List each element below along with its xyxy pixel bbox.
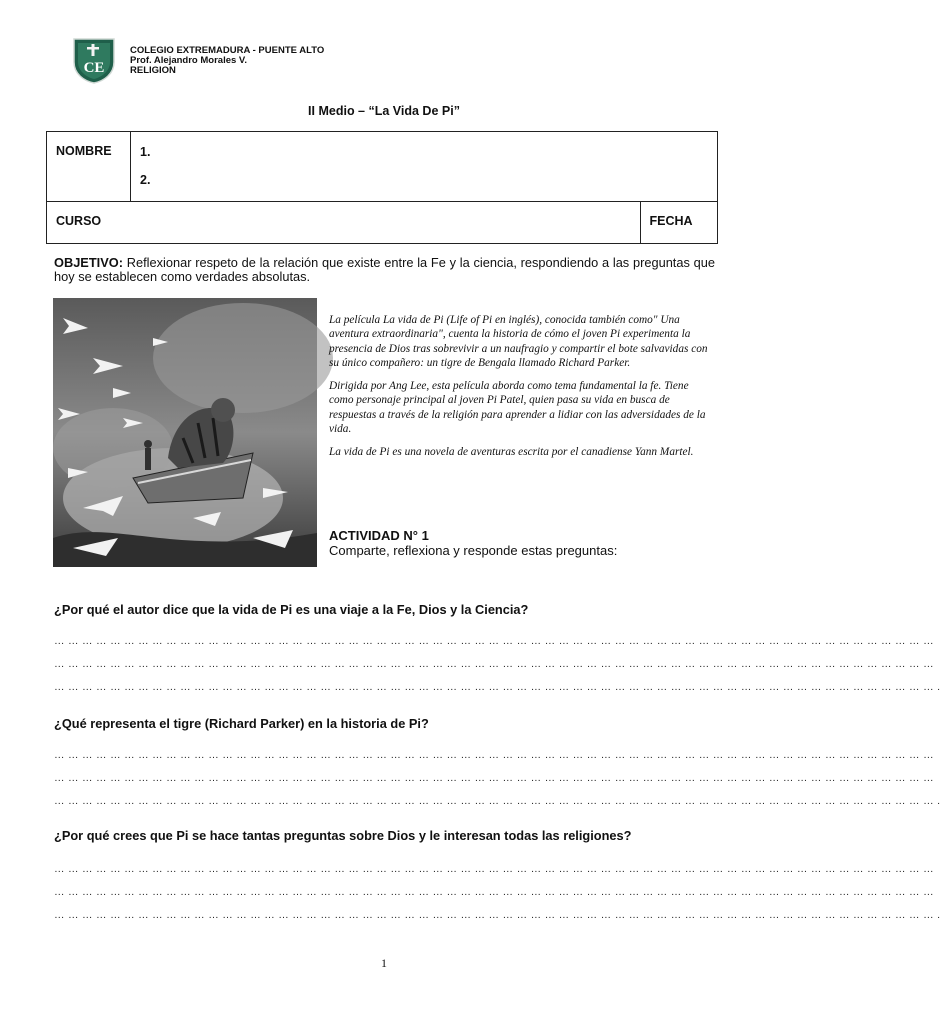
- name-field[interactable]: [131, 132, 718, 202]
- answer-line[interactable]: … … … … … … … … … … … … … … … … … … … … … … … … … … … … … … … … … … … … … … … … … … … … … … … … … … … … … … … … … … … … … … …: [54, 635, 934, 647]
- answer-line[interactable]: … … … … … … … … … … … … … … … … … … … … … … … … … … … … … … … … … … … … … … … … … … … … … … … … … … … … … … … … … … … … … … …: [54, 658, 934, 670]
- answer-line[interactable]: … … … … … … … … … … … … … … … … … … … … … … … … … … … … … … … … … … … … … … … … … … … … … … … … … … … … … … … … … … … … … … …: [54, 772, 934, 784]
- subject-name: RELIGION: [130, 65, 176, 76]
- question-3: ¿Por qué crees que Pi se hace tantas preguntas sobre Dios y le interesan todas las religiones?: [54, 828, 632, 843]
- name-label-cell: [47, 132, 131, 202]
- objective-text: Reflexionar respeto de la relación que existe entre la Fe y la ciencia, respondiendo a las preguntas que hoy se establecen como verdades absolutas.: [54, 255, 715, 284]
- name-label: NOMBRE: [56, 144, 112, 158]
- student-info-table: [46, 131, 718, 244]
- school-header: [130, 46, 324, 76]
- description-paragraph-3: La vida de Pi es una novela de aventuras escrita por el canadiense Yann Martel.: [329, 446, 694, 459]
- student-line-1: 1.: [140, 145, 151, 159]
- answer-line[interactable]: … … … … … … … … … … … … … … … … … … … … … … … … … … … … … … … … … … … … … … … … … … … … … … … … … … … … … … … … … … … … … … …: [54, 749, 934, 761]
- answer-line[interactable]: … … … … … … … … … … … … … … … … … … … … … … … … … … … … … … … … … … … … … … … … … … … … … … … … … … … … … … … … … … … … … … … .: [54, 909, 940, 921]
- course-label: CURSO: [56, 214, 102, 228]
- movie-description: [329, 313, 715, 469]
- answer-line[interactable]: … … … … … … … … … … … … … … … … … … … … … … … … … … … … … … … … … … … … … … … … … … … … … … … … … … … … … … … … … … … … … … … .: [54, 681, 940, 693]
- date-label: FECHA: [649, 214, 693, 228]
- logo-text: CE: [83, 60, 105, 76]
- answer-line[interactable]: … … … … … … … … … … … … … … … … … … … … … … … … … … … … … … … … … … … … … … … … … … … … … … … … … … … … … … … … … … … … … … …: [54, 863, 934, 875]
- objective-label: OBJETIVO:: [54, 255, 123, 270]
- description-paragraph-1: La película La vida de Pi (Life of Pi en inglés), conocida también como" Una aventura extraordinaria", cuenta la historia de cómo el joven Pi experimenta la presencia de Dios tras sobrevivir a un naufragio y compartir el bote salvavidas con su único compañero: un tigre de Bengala llamado Richard Parker.: [329, 314, 708, 369]
- objective: [54, 256, 715, 284]
- answer-line[interactable]: … … … … … … … … … … … … … … … … … … … … … … … … … … … … … … … … … … … … … … … … … … … … … … … … … … … … … … … … … … … … … … … .: [54, 795, 940, 807]
- page-title: II Medio – “La Vida De Pi”: [308, 104, 460, 118]
- school-name: COLEGIO EXTREMADURA - PUENTE ALTO: [130, 45, 325, 56]
- answer-line[interactable]: … … … … … … … … … … … … … … … … … … … … … … … … … … … … … … … … … … … … … … … … … … … … … … … … … … … … … … … … … … … … … … …: [54, 886, 934, 898]
- course-field[interactable]: [47, 202, 641, 244]
- date-field[interactable]: [640, 202, 717, 244]
- page-number: 1: [381, 956, 387, 970]
- activity-title: ACTIVIDAD N° 1: [329, 528, 429, 543]
- school-logo: [70, 36, 118, 84]
- question-2: ¿Qué representa el tigre (Richard Parker) en la historia de Pi?: [54, 716, 429, 731]
- description-paragraph-2: Dirigida por Ang Lee, esta película aborda como tema fundamental la fe. Tiene como personaje principal al joven Pi Patel, quien pasa su vida en busca de respuestas a través de la religión para aprender a lidiar con las adversidades de la vida.: [329, 380, 706, 436]
- teacher-name: Prof. Alejandro Morales V.: [130, 55, 248, 66]
- question-1: ¿Por qué el autor dice que la vida de Pi es una viaje a la Fe, Dios y la Ciencia?: [54, 602, 529, 617]
- student-line-2: 2.: [140, 173, 151, 187]
- life-of-pi-illustration: [53, 298, 317, 567]
- activity-subtitle: Comparte, reflexiona y responde estas preguntas:: [329, 543, 618, 558]
